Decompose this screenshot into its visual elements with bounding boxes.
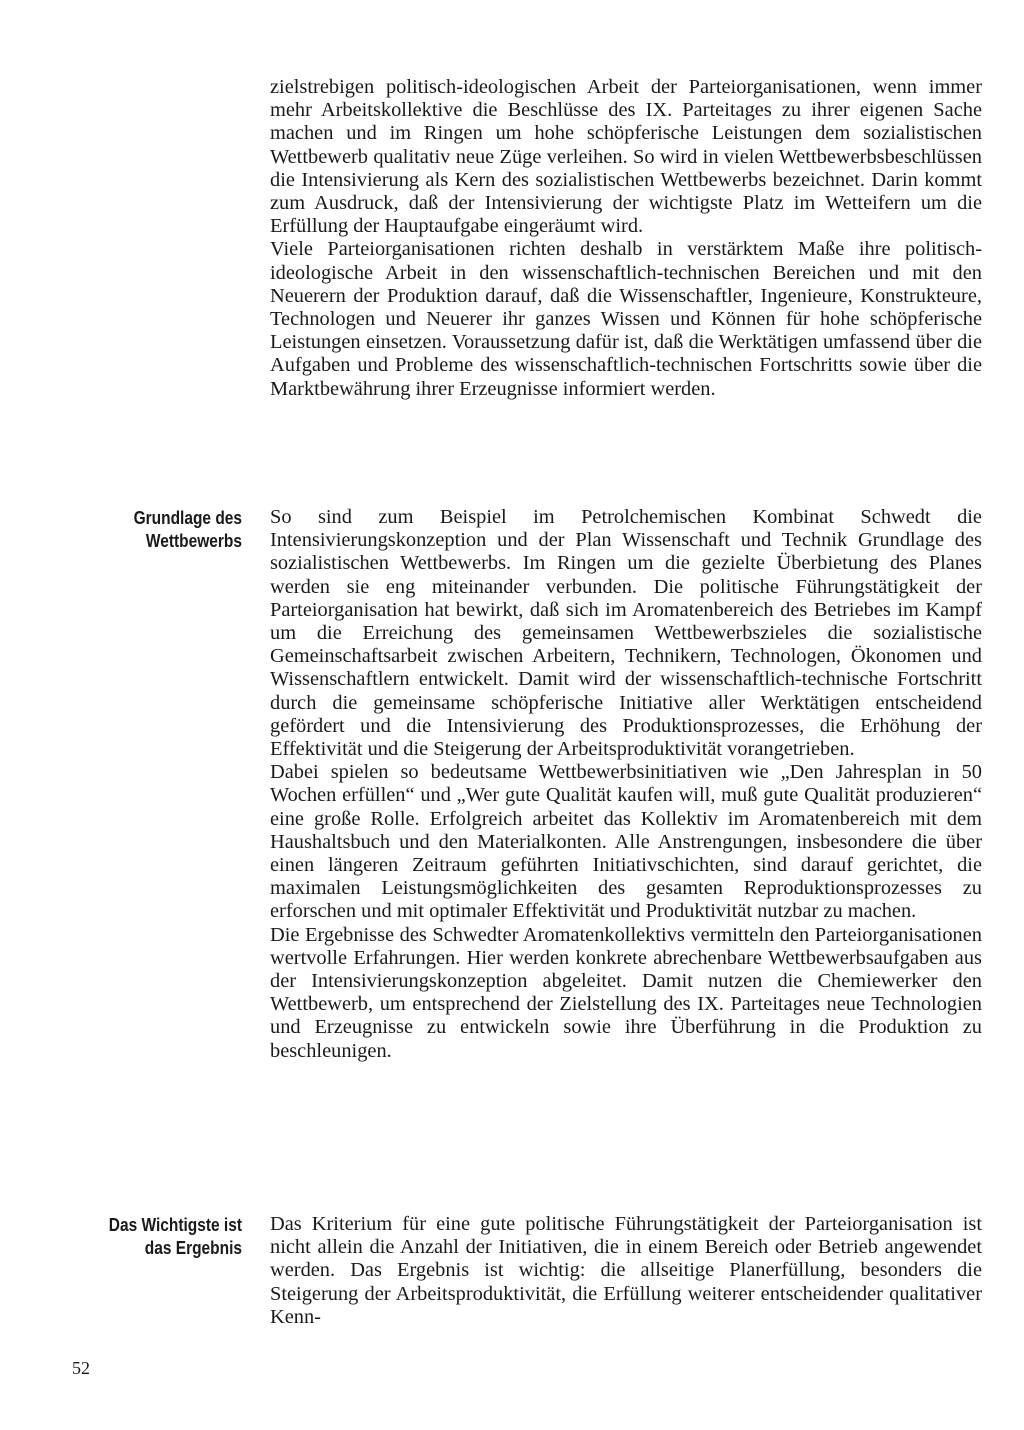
heading-line: Das Wichtigste ist — [108, 1215, 242, 1235]
heading-line: Wettbewerbs — [145, 531, 242, 551]
heading-line: Grundlage des — [133, 508, 242, 528]
paragraph: So sind zum Beispiel im Petrolchemischen Kombinat Schwedt die Intensivierungskonzeption und der Plan Wissenschaft und Technik Grundlage des sozialistischen Wettbewerbs. Im Ringen um die gezielte Überbietung des Planes werden sie eng miteinander verbunden. Die politische Führungstätigkeit der Parteiorganisation hat bewirkt, daß sich im Aromatenbereich des Betriebes im Kampf um die Erreichung des gemeinsamen Wettbewerbszieles die sozialistische Gemeinschaftsarbeit zwischen Arbeitern, Technikern, Technologen, Ökonomen und Wissenschaftlern entwickelt. Damit wird der wissenschaftlich-technische Fortschritt durch die gemeinsame schöpferische Initiative aller Werktätigen entscheidend gefördert und die Intensivierung des Produktionsprozesses, die Erhöhung der Effektivität und die Steigerung der Arbeitsproduktivität vorangetrieben. — [270, 506, 982, 761]
section-text-grundlage — [270, 506, 982, 1063]
paragraph: Das Kriterium für eine gute politische Führungstätigkeit der Parteiorganisation ist nicht allein die Anzahl der Initiativen, die in einem Bereich oder Betrieb angewendet werden. Das Ergebnis ist wichtig: die allseitige Planerfüllung, besonders die Steigerung der Arbeitsproduktivität, die Erfüllung weiterer entscheidender qualitativer Kenn- — [270, 1213, 982, 1328]
margin-heading-ergebnis — [85, 1214, 242, 1260]
paragraph: Viele Parteiorganisationen richten deshalb in verstärktem Maße ihre politisch-ideologische Arbeit in den wissenschaftlich-technischen Bereichen und mit den Neuerern der Produktion darauf, daß die Wissenschaftler, Ingenieure, Konstrukteure, Technologen und Neuerer ihr ganzes Wissen und Können für hohe schöpferische Leistungen einsetzen. Voraussetzung dafür ist, daß die Werktätigen umfassend über die Aufgaben und Probleme des wissenschaftlich-technischen Fortschritts sowie über die Marktbewährung ihrer Erzeugnisse informiert werden. — [270, 238, 982, 400]
intro-text-block — [270, 76, 982, 401]
paragraph: Dabei spielen so bedeutsame Wettbewerbsinitiativen wie „Den Jahresplan in 50 Wochen erfüllen“ und „Wer gute Qualität kaufen will, muß gute Qualität produzieren“ eine große Rolle. Erfolgreich arbeitet das Kollektiv im Aromatenbereich mit dem Haushaltsbuch und den Materialkonten. Alle Anstrengungen, insbesondere die über einen längeren Zeitraum geführten Initiativschichten, sind darauf gerichtet, die maximalen Leistungsmöglichkeiten des gesamten Reproduktionsprozesses zu erforschen und mit optimaler Effektivität und Produktivität nutzbar zu machen. — [270, 761, 982, 923]
heading-line: das Ergebnis — [144, 1238, 242, 1258]
paragraph: zielstrebigen politisch-ideologischen Arbeit der Parteiorganisationen, wenn immer mehr Arbeitskollektive die Beschlüsse des IX. Parteitages zu ihrer eigenen Sache machen und im Ringen um hohe schöpferische Leistungen dem sozialistischen Wettbewerb qualitativ neue Züge verleihen. So wird in vielen Wettbewerbsbeschlüssen die Intensivierung als Kern des sozialistischen Wettbewerbs bezeichnet. Darin kommt zum Ausdruck, daß der Intensivierung der wichtigste Platz im Wetteifern um die Erfüllung der Hauptaufgabe eingeräumt wird. — [270, 76, 982, 238]
page-number: 52 — [72, 1358, 90, 1378]
paragraph: Die Ergebnisse des Schwedter Aromatenkollektivs vermitteln den Parteiorganisationen wertvolle Erfahrungen. Hier werden konkrete abrechenbare Wettbewerbsaufgaben aus der Intensivierungskonzeption abgeleitet. Damit nutzen die Chemiewerker den Wettbewerb, um entsprechend der Zielstellung des IX. Parteitages neue Technologien und Erzeugnisse zu entwickeln sowie ihre Überführung in die Produktion zu beschleunigen. — [270, 923, 982, 1062]
margin-heading-grundlage — [85, 507, 242, 553]
section-text-ergebnis — [270, 1213, 982, 1329]
